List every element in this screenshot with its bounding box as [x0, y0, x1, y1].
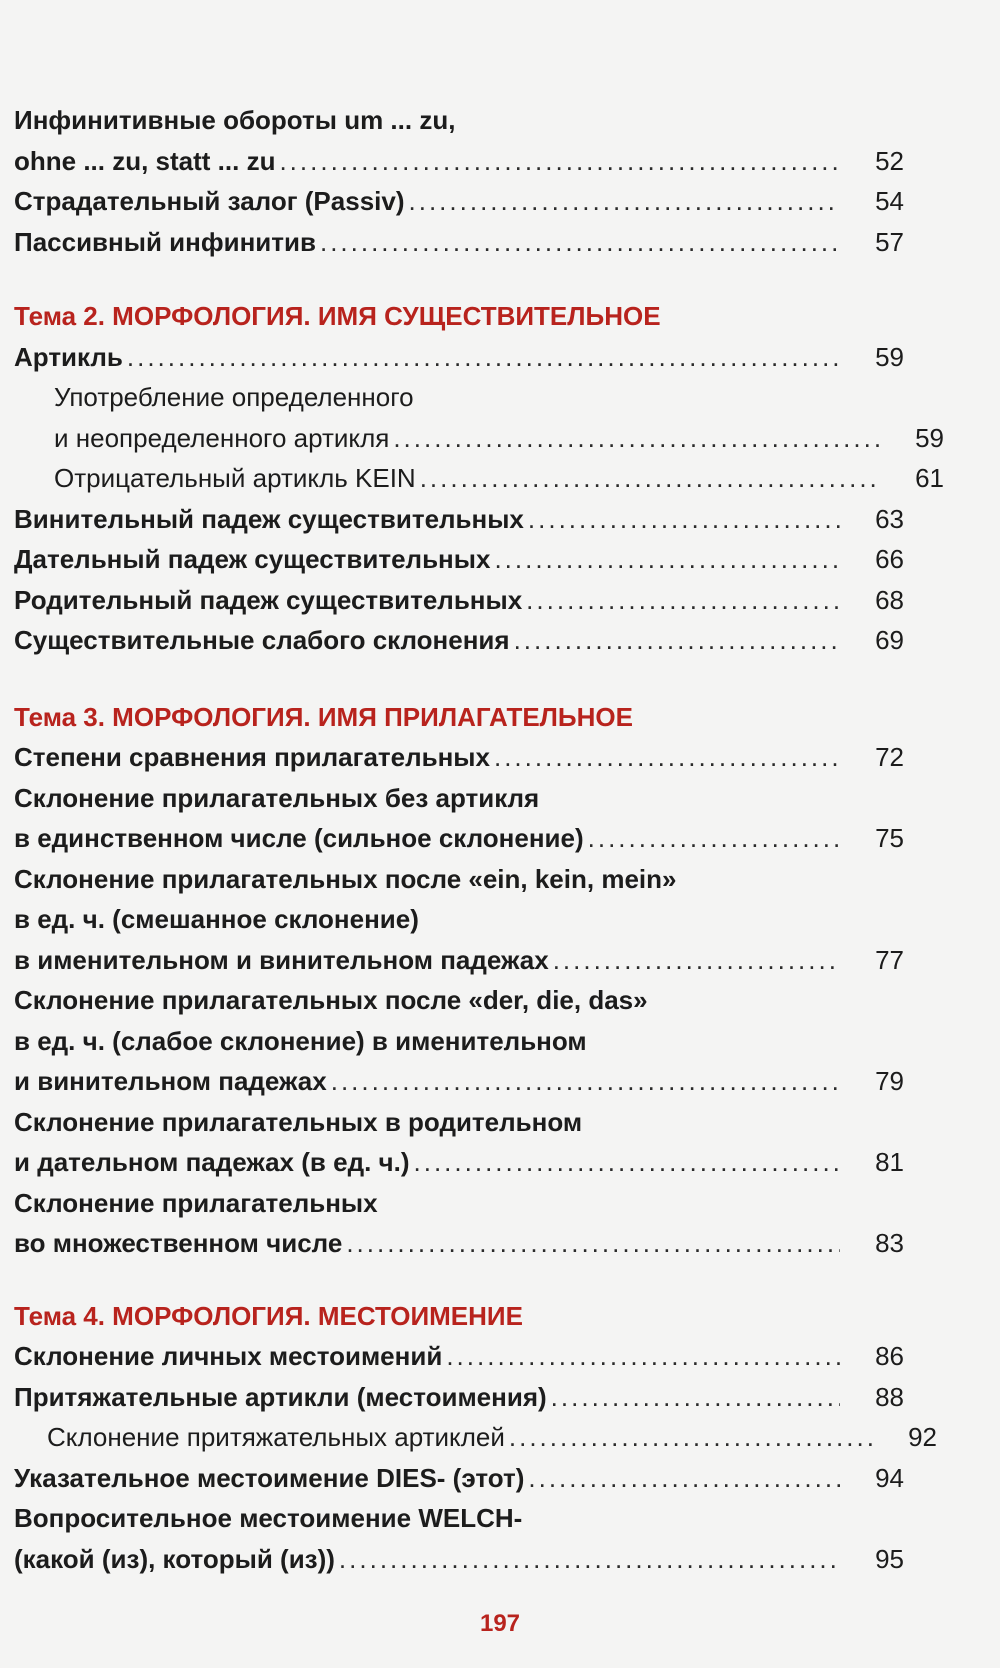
- toc-page-number: 59: [875, 341, 904, 372]
- table-of-contents: [14, 100, 944, 1579]
- toc-entry-text: и винительном падежах: [14, 1066, 327, 1096]
- toc-page-number: 94: [875, 1462, 904, 1493]
- toc-entry-text: и неопределенного артикля: [54, 422, 390, 453]
- toc-entry: [14, 418, 944, 459]
- toc-line: [14, 980, 904, 1021]
- toc-entry-text: Склонение прилагательных без артикля: [14, 782, 540, 813]
- toc-entry: [14, 141, 904, 182]
- dot-leader: [446, 1336, 840, 1365]
- toc-page-number: 86: [875, 1341, 904, 1371]
- toc-entry-text: во множественном числе: [14, 1228, 343, 1258]
- spacer: [14, 1264, 904, 1296]
- toc-page-number: 57: [875, 226, 904, 257]
- toc-page-number: 88: [875, 1381, 904, 1412]
- toc-entry: [14, 222, 904, 263]
- toc-entry-text: Склонение прилагательных после «der, die, das»: [14, 985, 648, 1015]
- spacer: [14, 262, 904, 296]
- section-heading: Тема 4. МОРФОЛОГИЯ. МЕСТОИМЕНИЕ: [14, 1300, 523, 1331]
- dot-leader: [553, 940, 840, 969]
- toc-entry-text: Склонение притяжательных артиклей: [47, 1422, 505, 1452]
- toc-line: [14, 100, 904, 141]
- toc-entry-text: в ед. ч. (смешанное склонение): [14, 904, 419, 934]
- toc-entry-text: Винительный падеж существительных: [14, 503, 524, 534]
- toc-page-number: 63: [875, 503, 904, 534]
- toc-entry-text: Родительный падеж существительных: [14, 584, 523, 615]
- toc-entry-text: Артикль: [14, 341, 123, 372]
- dot-leader: [514, 620, 840, 649]
- toc-page-number: 92: [908, 1422, 937, 1452]
- toc-entry-text: Степени сравнения прилагательных: [14, 742, 490, 772]
- toc-entry-text: Склонение прилагательных после «ein, kein, mein»: [14, 863, 677, 894]
- dot-leader: [528, 499, 840, 528]
- toc-page-number: 95: [875, 1543, 904, 1574]
- toc-entry: [14, 940, 904, 981]
- toc-entry: [14, 1061, 904, 1102]
- toc-line: [14, 377, 904, 418]
- toc-entry: [14, 818, 904, 859]
- toc-entry-text: Указательное местоимение DIES- (этот): [14, 1462, 525, 1493]
- dot-leader: [526, 580, 840, 609]
- toc-entry: [14, 1336, 904, 1377]
- dot-leader: [393, 418, 880, 447]
- toc-entry: [14, 1142, 904, 1183]
- toc-page-number: 69: [875, 625, 904, 655]
- toc-page-number: 66: [875, 544, 904, 574]
- toc-page-number: 81: [875, 1147, 904, 1177]
- toc-entry-text: Употребление определенного: [54, 382, 414, 412]
- toc-entry: [14, 737, 904, 778]
- toc-entry-text: Притяжательные артикли (местоимения): [14, 1381, 547, 1412]
- toc-line: [14, 1021, 904, 1062]
- toc-entry-text: Отрицательный артикль KEIN: [54, 463, 416, 493]
- toc-entry-text: Страдательный залог (Passiv): [14, 186, 405, 216]
- toc-entry: [14, 539, 904, 580]
- dot-leader: [420, 458, 880, 487]
- dot-leader: [331, 1061, 840, 1090]
- dot-leader: [127, 337, 840, 366]
- toc-entry-text: Инфинитивные обороты um ... zu,: [14, 105, 456, 135]
- dot-leader: [494, 539, 840, 568]
- toc-entry: [14, 1539, 904, 1580]
- toc-entry-text: Склонение прилагательных в родительном: [14, 1106, 583, 1137]
- toc-entry: [14, 337, 904, 378]
- dot-leader: [320, 222, 840, 251]
- toc-page-number: 61: [915, 463, 944, 493]
- toc-entry-text: (какой (из), который (из)): [14, 1543, 335, 1574]
- toc-entry: [14, 1458, 904, 1499]
- section-heading: Тема 3. МОРФОЛОГИЯ. ИМЯ ПРИЛАГАТЕЛЬНОЕ: [14, 701, 633, 732]
- toc-page-number: 83: [875, 1228, 904, 1258]
- toc-entry-text: Пассивный инфинитив: [14, 226, 316, 257]
- toc-entry: [14, 1377, 904, 1418]
- toc-entry: [14, 580, 904, 621]
- toc-page-number: 75: [875, 823, 904, 853]
- toc-line: [14, 1102, 904, 1143]
- dot-leader: [528, 1458, 840, 1487]
- toc-entry: [14, 181, 904, 222]
- toc-page-number: 72: [875, 742, 904, 772]
- toc-entry: [14, 1223, 904, 1264]
- toc-entry-text: ohne ... zu, statt ... zu: [14, 145, 276, 176]
- toc-entry-text: Существительные слабого склонения: [14, 625, 510, 655]
- toc-entry: [14, 499, 904, 540]
- toc-entry-text: Вопросительное местоимение WELCH-: [14, 1503, 523, 1533]
- toc-entry-text: Склонение личных местоимений: [14, 1341, 443, 1371]
- spacer: [14, 661, 904, 697]
- toc-page-number: 79: [875, 1066, 904, 1096]
- dot-leader: [339, 1539, 840, 1568]
- toc-page-number: 52: [875, 145, 904, 176]
- toc-entry-text: в единственном числе (сильное склонение): [14, 823, 584, 853]
- toc-entry: [14, 620, 904, 661]
- toc-line: [14, 1498, 904, 1539]
- dot-leader: [279, 141, 840, 170]
- toc-entry-text: Дательный падеж существительных: [14, 544, 491, 574]
- dot-leader: [588, 818, 840, 847]
- toc-entry: [14, 458, 944, 499]
- toc-line: [14, 778, 904, 819]
- dot-leader: [409, 181, 841, 210]
- dot-leader: [414, 1142, 841, 1171]
- toc-line: [14, 899, 904, 940]
- section-heading: Тема 2. МОРФОЛОГИЯ. ИМЯ СУЩЕСТВИТЕЛЬНОЕ: [14, 301, 661, 331]
- toc-entry-text: в именительном и винительном падежах: [14, 944, 549, 975]
- page-number: 197: [479, 1610, 521, 1637]
- toc-page-number: 77: [875, 944, 904, 975]
- toc-page-number: 54: [875, 186, 904, 216]
- toc-entry-text: Склонение прилагательных: [14, 1187, 378, 1218]
- toc-entry-text: в ед. ч. (слабое склонение) в именительном: [14, 1025, 587, 1056]
- toc-entry-text: и дательном падежах (в ед. ч.): [14, 1147, 410, 1177]
- dot-leader: [551, 1377, 840, 1406]
- toc-entry: [14, 1417, 937, 1458]
- toc-line: [14, 1183, 904, 1224]
- toc-page-number: 59: [915, 422, 944, 453]
- dot-leader: [494, 737, 840, 766]
- dot-leader: [346, 1223, 840, 1252]
- toc-page-number: 68: [875, 584, 904, 615]
- toc-line: [14, 859, 904, 900]
- dot-leader: [509, 1417, 873, 1446]
